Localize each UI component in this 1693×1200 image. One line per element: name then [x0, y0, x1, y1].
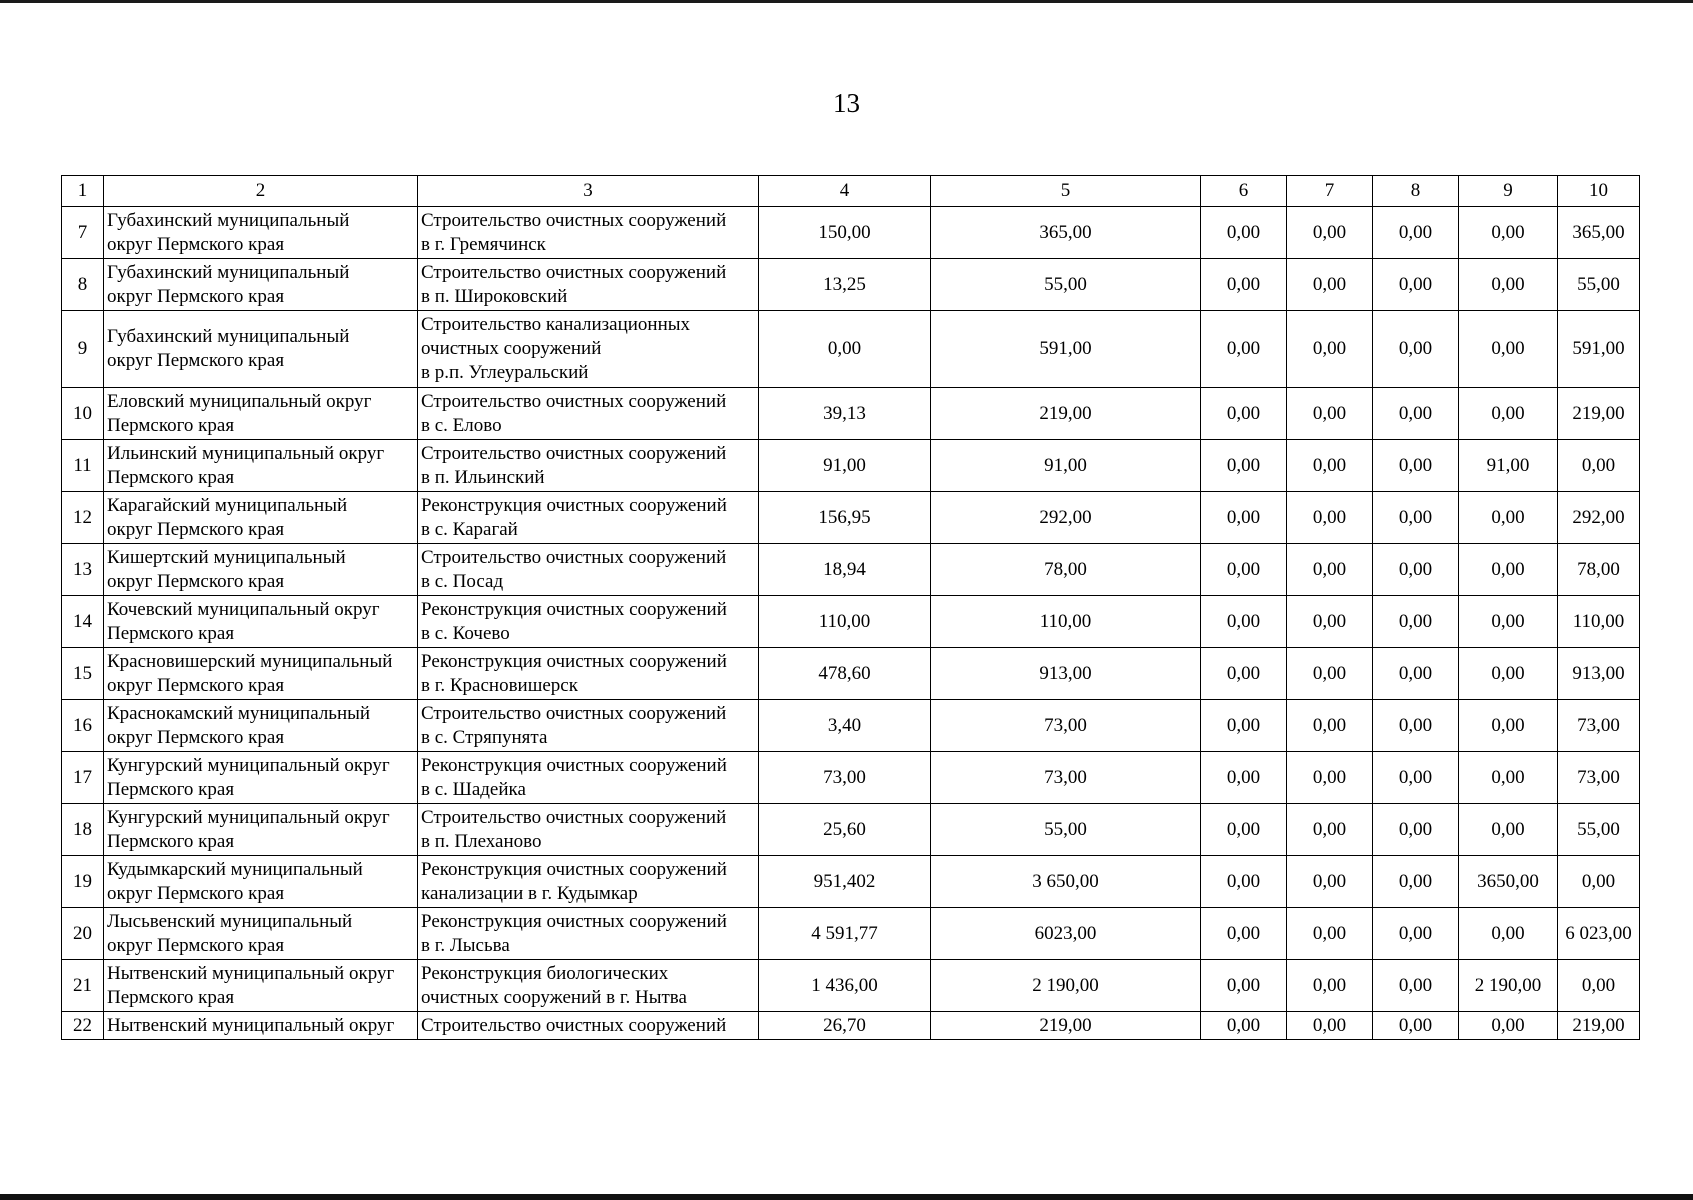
value-cell-col7: 0,00 [1287, 856, 1373, 908]
value-cell-col9: 91,00 [1459, 440, 1558, 492]
municipality-cell: Кишертский муниципальный округ Пермского края [104, 544, 418, 596]
value-cell-col9: 0,00 [1459, 596, 1558, 648]
municipality-cell: Губахинский муниципальный округ Пермского края [104, 259, 418, 311]
row-number: 19 [62, 856, 104, 908]
municipality-cell: Кочевский муниципальный округ Пермского края [104, 596, 418, 648]
value-cell-col7: 0,00 [1287, 388, 1373, 440]
value-cell-col9: 0,00 [1459, 804, 1558, 856]
value-cell-col7: 0,00 [1287, 648, 1373, 700]
row-number: 20 [62, 908, 104, 960]
value-cell-col7: 0,00 [1287, 492, 1373, 544]
column-header: 9 [1459, 176, 1558, 207]
table-row [62, 804, 1640, 856]
value-cell-col4: 4 591,77 [759, 908, 931, 960]
value-cell-col5: 591,00 [931, 311, 1201, 388]
value-cell-col6: 0,00 [1201, 492, 1287, 544]
project-cell: Строительство очистных сооружений в п. Широковский [418, 259, 759, 311]
value-cell-col9: 0,00 [1459, 648, 1558, 700]
value-cell-col10: 73,00 [1558, 752, 1640, 804]
municipality-cell: Губахинский муниципальный округ Пермского края [104, 311, 418, 388]
value-cell-col5: 6023,00 [931, 908, 1201, 960]
value-cell-col10: 6 023,00 [1558, 908, 1640, 960]
row-number: 18 [62, 804, 104, 856]
row-number: 8 [62, 259, 104, 311]
value-cell-col8: 0,00 [1373, 311, 1459, 388]
value-cell-col7: 0,00 [1287, 908, 1373, 960]
value-cell-col5: 55,00 [931, 259, 1201, 311]
municipality-cell: Еловский муниципальный округ Пермского края [104, 388, 418, 440]
project-cell: Строительство очистных сооружений в г. Гремячинск [418, 207, 759, 259]
value-cell-col4: 25,60 [759, 804, 931, 856]
project-cell: Строительство очистных сооружений [418, 1012, 759, 1040]
value-cell-col10: 0,00 [1558, 960, 1640, 1012]
value-cell-col7: 0,00 [1287, 207, 1373, 259]
municipality-cell: Кунгурский муниципальный округ Пермского края [104, 804, 418, 856]
value-cell-col5: 91,00 [931, 440, 1201, 492]
value-cell-col7: 0,00 [1287, 544, 1373, 596]
value-cell-col10: 78,00 [1558, 544, 1640, 596]
value-cell-col8: 0,00 [1373, 492, 1459, 544]
value-cell-col10: 55,00 [1558, 259, 1640, 311]
value-cell-col7: 0,00 [1287, 440, 1373, 492]
value-cell-col4: 110,00 [759, 596, 931, 648]
value-cell-col6: 0,00 [1201, 960, 1287, 1012]
value-cell-col6: 0,00 [1201, 908, 1287, 960]
value-cell-col5: 913,00 [931, 648, 1201, 700]
table-row [62, 908, 1640, 960]
table-header-row [62, 176, 1640, 207]
municipality-cell: Кудымкарский муниципальный округ Пермского края [104, 856, 418, 908]
value-cell-col4: 18,94 [759, 544, 931, 596]
project-cell: Строительство очистных сооружений в с. Елово [418, 388, 759, 440]
column-header: 10 [1558, 176, 1640, 207]
value-cell-col8: 0,00 [1373, 207, 1459, 259]
column-header: 4 [759, 176, 931, 207]
municipality-cell: Кунгурский муниципальный округ Пермского края [104, 752, 418, 804]
value-cell-col4: 39,13 [759, 388, 931, 440]
value-cell-col8: 0,00 [1373, 856, 1459, 908]
value-cell-col8: 0,00 [1373, 752, 1459, 804]
project-cell: Реконструкция очистных сооружений канализации в г. Кудымкар [418, 856, 759, 908]
table-row [62, 596, 1640, 648]
value-cell-col9: 0,00 [1459, 207, 1558, 259]
table-row [62, 856, 1640, 908]
project-cell: Реконструкция очистных сооружений в г. Красновишерск [418, 648, 759, 700]
value-cell-col10: 219,00 [1558, 388, 1640, 440]
value-cell-col10: 913,00 [1558, 648, 1640, 700]
value-cell-col10: 219,00 [1558, 1012, 1640, 1040]
project-cell: Строительство очистных сооружений в с. Посад [418, 544, 759, 596]
value-cell-col9: 0,00 [1459, 1012, 1558, 1040]
value-cell-col8: 0,00 [1373, 1012, 1459, 1040]
project-cell: Реконструкция очистных сооружений в г. Лысьва [418, 908, 759, 960]
value-cell-col8: 0,00 [1373, 960, 1459, 1012]
table-row [62, 960, 1640, 1012]
table-row [62, 492, 1640, 544]
value-cell-col5: 365,00 [931, 207, 1201, 259]
table-row [62, 752, 1640, 804]
project-cell: Реконструкция очистных сооружений в с. Карагай [418, 492, 759, 544]
table-row [62, 648, 1640, 700]
row-number: 13 [62, 544, 104, 596]
table-row [62, 544, 1640, 596]
row-number: 15 [62, 648, 104, 700]
value-cell-col6: 0,00 [1201, 648, 1287, 700]
value-cell-col4: 0,00 [759, 311, 931, 388]
table-row [62, 440, 1640, 492]
value-cell-col6: 0,00 [1201, 311, 1287, 388]
project-cell: Реконструкция биологических очистных сооружений в г. Нытва [418, 960, 759, 1012]
value-cell-col9: 0,00 [1459, 311, 1558, 388]
value-cell-col6: 0,00 [1201, 700, 1287, 752]
row-number: 22 [62, 1012, 104, 1040]
scan-bottom-edge [0, 1194, 1693, 1200]
value-cell-col9: 0,00 [1459, 544, 1558, 596]
table-body [62, 207, 1640, 1040]
value-cell-col4: 951,402 [759, 856, 931, 908]
table-row [62, 259, 1640, 311]
value-cell-col8: 0,00 [1373, 908, 1459, 960]
value-cell-col10: 292,00 [1558, 492, 1640, 544]
value-cell-col9: 0,00 [1459, 492, 1558, 544]
value-cell-col6: 0,00 [1201, 596, 1287, 648]
municipality-cell: Карагайский муниципальный округ Пермского края [104, 492, 418, 544]
scan-top-edge [0, 0, 1693, 3]
value-cell-col9: 3650,00 [1459, 856, 1558, 908]
value-cell-col5: 73,00 [931, 700, 1201, 752]
value-cell-col10: 73,00 [1558, 700, 1640, 752]
value-cell-col5: 110,00 [931, 596, 1201, 648]
column-header: 6 [1201, 176, 1287, 207]
value-cell-col10: 110,00 [1558, 596, 1640, 648]
value-cell-col8: 0,00 [1373, 648, 1459, 700]
value-cell-col4: 150,00 [759, 207, 931, 259]
column-header: 1 [62, 176, 104, 207]
value-cell-col10: 0,00 [1558, 856, 1640, 908]
column-header: 3 [418, 176, 759, 207]
project-cell: Реконструкция очистных сооружений в с. Шадейка [418, 752, 759, 804]
value-cell-col7: 0,00 [1287, 700, 1373, 752]
row-number: 16 [62, 700, 104, 752]
value-cell-col6: 0,00 [1201, 207, 1287, 259]
value-cell-col9: 0,00 [1459, 259, 1558, 311]
value-cell-col5: 78,00 [931, 544, 1201, 596]
value-cell-col4: 3,40 [759, 700, 931, 752]
value-cell-col7: 0,00 [1287, 960, 1373, 1012]
table-row [62, 311, 1640, 388]
value-cell-col6: 0,00 [1201, 388, 1287, 440]
municipality-cell: Губахинский муниципальный округ Пермского края [104, 207, 418, 259]
row-number: 11 [62, 440, 104, 492]
municipality-cell: Лысьвенский муниципальный округ Пермского края [104, 908, 418, 960]
project-cell: Строительство очистных сооружений в с. Стряпунята [418, 700, 759, 752]
value-cell-col6: 0,00 [1201, 1012, 1287, 1040]
table-row [62, 388, 1640, 440]
value-cell-col5: 292,00 [931, 492, 1201, 544]
value-cell-col5: 2 190,00 [931, 960, 1201, 1012]
value-cell-col7: 0,00 [1287, 259, 1373, 311]
value-cell-col5: 219,00 [931, 1012, 1201, 1040]
value-cell-col6: 0,00 [1201, 804, 1287, 856]
value-cell-col9: 0,00 [1459, 388, 1558, 440]
value-cell-col9: 0,00 [1459, 908, 1558, 960]
value-cell-col6: 0,00 [1201, 752, 1287, 804]
column-header: 7 [1287, 176, 1373, 207]
value-cell-col7: 0,00 [1287, 804, 1373, 856]
value-cell-col4: 13,25 [759, 259, 931, 311]
municipality-cell: Нытвенский муниципальный округ [104, 1012, 418, 1040]
column-header: 2 [104, 176, 418, 207]
value-cell-col5: 55,00 [931, 804, 1201, 856]
value-cell-col4: 156,95 [759, 492, 931, 544]
value-cell-col5: 219,00 [931, 388, 1201, 440]
value-cell-col8: 0,00 [1373, 804, 1459, 856]
project-cell: Реконструкция очистных сооружений в с. Кочево [418, 596, 759, 648]
value-cell-col6: 0,00 [1201, 259, 1287, 311]
data-table [61, 175, 1640, 1040]
row-number: 17 [62, 752, 104, 804]
table-row [62, 207, 1640, 259]
value-cell-col4: 73,00 [759, 752, 931, 804]
value-cell-col10: 55,00 [1558, 804, 1640, 856]
municipality-cell: Краснокамский муниципальный округ Пермского края [104, 700, 418, 752]
value-cell-col4: 1 436,00 [759, 960, 931, 1012]
row-number: 12 [62, 492, 104, 544]
value-cell-col5: 3 650,00 [931, 856, 1201, 908]
value-cell-col6: 0,00 [1201, 440, 1287, 492]
municipality-cell: Нытвенский муниципальный округ Пермского края [104, 960, 418, 1012]
value-cell-col6: 0,00 [1201, 544, 1287, 596]
value-cell-col7: 0,00 [1287, 752, 1373, 804]
value-cell-col4: 91,00 [759, 440, 931, 492]
value-cell-col10: 365,00 [1558, 207, 1640, 259]
project-cell: Строительство канализационных очистных сооружений в р.п. Углеуральский [418, 311, 759, 388]
table-row [62, 700, 1640, 752]
row-number: 7 [62, 207, 104, 259]
row-number: 14 [62, 596, 104, 648]
project-cell: Строительство очистных сооружений в п. Ильинский [418, 440, 759, 492]
page-number: 13 [833, 88, 860, 118]
value-cell-col7: 0,00 [1287, 1012, 1373, 1040]
value-cell-col10: 0,00 [1558, 440, 1640, 492]
project-cell: Строительство очистных сооружений в п. Плеханово [418, 804, 759, 856]
municipality-cell: Красновишерский муниципальный округ Пермского края [104, 648, 418, 700]
value-cell-col4: 478,60 [759, 648, 931, 700]
value-cell-col8: 0,00 [1373, 388, 1459, 440]
value-cell-col7: 0,00 [1287, 311, 1373, 388]
value-cell-col8: 0,00 [1373, 259, 1459, 311]
column-header: 8 [1373, 176, 1459, 207]
value-cell-col6: 0,00 [1201, 856, 1287, 908]
value-cell-col9: 0,00 [1459, 752, 1558, 804]
value-cell-col10: 591,00 [1558, 311, 1640, 388]
row-number: 21 [62, 960, 104, 1012]
value-cell-col4: 26,70 [759, 1012, 931, 1040]
value-cell-col8: 0,00 [1373, 700, 1459, 752]
row-number: 9 [62, 311, 104, 388]
value-cell-col8: 0,00 [1373, 544, 1459, 596]
value-cell-col8: 0,00 [1373, 596, 1459, 648]
value-cell-col8: 0,00 [1373, 440, 1459, 492]
municipality-cell: Ильинский муниципальный округ Пермского края [104, 440, 418, 492]
value-cell-col7: 0,00 [1287, 596, 1373, 648]
value-cell-col5: 73,00 [931, 752, 1201, 804]
table-row [62, 1012, 1640, 1040]
value-cell-col9: 0,00 [1459, 700, 1558, 752]
value-cell-col9: 2 190,00 [1459, 960, 1558, 1012]
column-header: 5 [931, 176, 1201, 207]
row-number: 10 [62, 388, 104, 440]
